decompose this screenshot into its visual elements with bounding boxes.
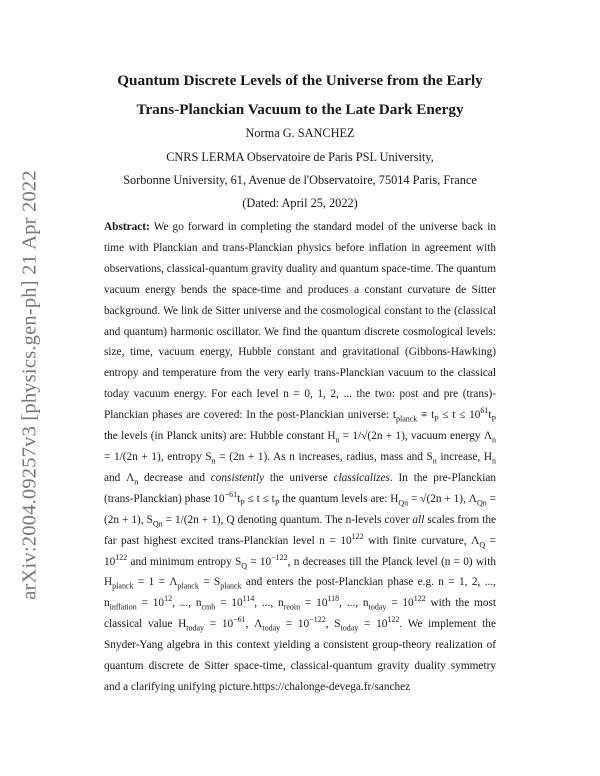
abstract-sub: n (492, 456, 496, 466)
abstract-text: and Λ (104, 471, 135, 484)
abstract-text: scales from the far past highest excited trans-Planckian level n = 10 (104, 513, 496, 547)
abstract-text: = 1/√(2n + 1), vacuum energy Λ (339, 430, 493, 443)
abstract-text: t (237, 492, 241, 505)
abstract-emphasis: classicalizes (333, 471, 390, 484)
abstract-text: = S (198, 576, 221, 589)
title-line-1: Quantum Discrete Levels of the Universe from the Early (117, 72, 483, 89)
abstract-text: , ..., n (172, 597, 202, 610)
abstract-text: = 10 (104, 534, 496, 568)
abstract-text: , S (325, 618, 341, 631)
abstract-text: decrease and (138, 471, 211, 484)
abstract-sup: −61 (224, 490, 238, 500)
abstract-sup: 122 (351, 531, 364, 541)
author-name: Norma G. SANCHEZ (245, 126, 355, 140)
abstract-text: . In the pre-Planckian (trans-Planckian) phase 10 (104, 471, 496, 505)
abstract-text: the universe (264, 471, 334, 484)
abstract-text: = 10 (215, 597, 243, 610)
abstract-label: Abstract: (104, 221, 150, 233)
abstract-sup: 122 (115, 552, 128, 562)
abstract-sup: −122 (271, 552, 288, 562)
abstract-sub: cmb (201, 602, 216, 612)
abstract-text: with finite curvature, Λ (363, 534, 480, 547)
abstract-text: . We implement the Snyder-Yang algebra in this context yielding a consistent group-theory realization of quantum discrete de Sitter space-time, classical-quantum gravity duality symmetry and a clarifying unifying picture.https://chalonge-devega.fr/sanchez (104, 618, 496, 693)
abstract-text: = 1/(2n + 1), Q denoting quantum. The n-levels cover (162, 513, 413, 526)
abstract-sup: 61 (480, 406, 489, 416)
abstract-paragraph (104, 217, 496, 698)
abstract-sub: P (491, 414, 496, 424)
abstract-sup: −61 (233, 615, 246, 625)
abstract-sub: n (134, 477, 139, 487)
abstract-sub: planck (220, 581, 242, 591)
abstract-text: with the most classical value H (104, 597, 496, 631)
arxiv-identifier: arXiv:2004.09257v3 [physics.gen-ph] 21 Apr 2022 (18, 170, 41, 600)
abstract-text: = (2n + 1). As n increases, radius, mass and S (215, 450, 433, 463)
abstract-emphasis: all (412, 513, 425, 526)
abstract-sub: planck (177, 581, 199, 591)
affiliation-line-1: CNRS LERMA Observatoire de Paris PSL University, (166, 150, 434, 164)
abstract-sub: P (434, 414, 439, 424)
arxiv-sidebar (10, 150, 50, 620)
abstract-text: increase, H (436, 450, 492, 463)
abstract-sub: n (335, 435, 340, 445)
abstract-sub: Qn (152, 518, 163, 528)
abstract-text: and enters the post-Planckian phase e.g. n = 1, 2, ..., n (104, 576, 496, 610)
abstract-sub: n (492, 435, 497, 445)
abstract-sub: today (186, 623, 205, 633)
abstract-sup: 122 (387, 615, 400, 625)
abstract-sub: Q (241, 560, 248, 570)
abstract-sub: Q (479, 539, 486, 549)
abstract-sub: reoin (283, 602, 301, 612)
abstract-sup: 118 (327, 594, 340, 604)
abstract-sub: planck (112, 581, 134, 591)
abstract-text: = 10 (358, 618, 388, 631)
abstract-sub: Qn (476, 498, 487, 508)
abstract-text: = 1/(2n + 1), entropy S (104, 450, 212, 463)
abstract-sup: 122 (413, 594, 426, 604)
abstract-sub: planck (395, 414, 418, 424)
abstract-sub: P (240, 498, 245, 508)
abstract-text: = 10 (247, 555, 272, 568)
abstract-text: , Λ (245, 618, 263, 631)
abstract-text: and minimum entropy S (127, 555, 242, 568)
abstract-text: = (2n + 1), S (104, 492, 496, 526)
paper-title (60, 66, 540, 124)
abstract-text: = 10 (204, 618, 234, 631)
abstract-text: the levels (in Planck units) are: Hubble constant H (104, 430, 336, 443)
abstract-text: We go forward in completing the standard model of the universe back in time with Planckian and trans-Planckian physics before inflation in agreement with observations, classical-quantum gravity duality and quantum space-time. The quantum vacuum energy bends the space-time and produces a constant curvature de Sitter background. We link de Sitter universe and the cosmological constant to the (classical and quantum) harmonic oscillator. We find the quantum discrete cosmological levels: size, time, vacuum energy, Hubble constant and gravitational (Gibbons-Hawking) entropy and temperature from the very early trans-Planckian vacuum to the classical today vacuum energy. For each level n = 0, 1, 2, ... the two: post and pre (trans)-Planckian phases are covered: In the post-Planckian universe: t (104, 221, 496, 422)
abstract-sup: −122 (309, 615, 326, 625)
abstract-sub: today (368, 602, 387, 612)
abstract-text: = 10 (300, 597, 328, 610)
abstract-sub: today (340, 623, 359, 633)
abstract-sup: 114 (242, 594, 255, 604)
abstract-sub: today (262, 623, 281, 633)
abstract-text: , ..., n (254, 597, 284, 610)
abstract-sub: P (274, 498, 280, 508)
affiliation-line-2: Sorbonne University, 61, Avenue de l'Observatoire, 75014 Paris, France (123, 173, 477, 187)
abstract-text: ≤ t ≤ t (244, 492, 275, 505)
abstract-text: , n decreases till the Planck level (n = 0) with H (104, 555, 496, 589)
abstract-text: = 10 (280, 618, 310, 631)
date-line: (Dated: April 25, 2022) (242, 196, 358, 210)
abstract-text: t (488, 409, 492, 422)
title-line-2: Trans-Planckian Vacuum to the Late Dark Energy (136, 101, 464, 118)
abstract-text: ≤ t ≤ 10 (438, 409, 481, 422)
abstract-sub: Qn (398, 498, 409, 508)
abstract-sup: 12 (164, 594, 173, 604)
abstract-sub: n (432, 456, 437, 466)
abstract-text: the quantum levels are: H (279, 492, 399, 505)
abstract-emphasis: consistently (210, 471, 265, 484)
abstract-text: ≡ t (417, 409, 435, 422)
abstract-text: = 10 (386, 597, 414, 610)
abstract-sub: n (211, 456, 216, 466)
abstract-text: , ..., n (339, 597, 369, 610)
abstract-text: = 10 (136, 597, 165, 610)
abstract-text: = 1 = Λ (133, 576, 178, 589)
abstract-text: = √(2n + 1), Λ (408, 492, 477, 505)
abstract-sub: inflation (109, 602, 137, 612)
